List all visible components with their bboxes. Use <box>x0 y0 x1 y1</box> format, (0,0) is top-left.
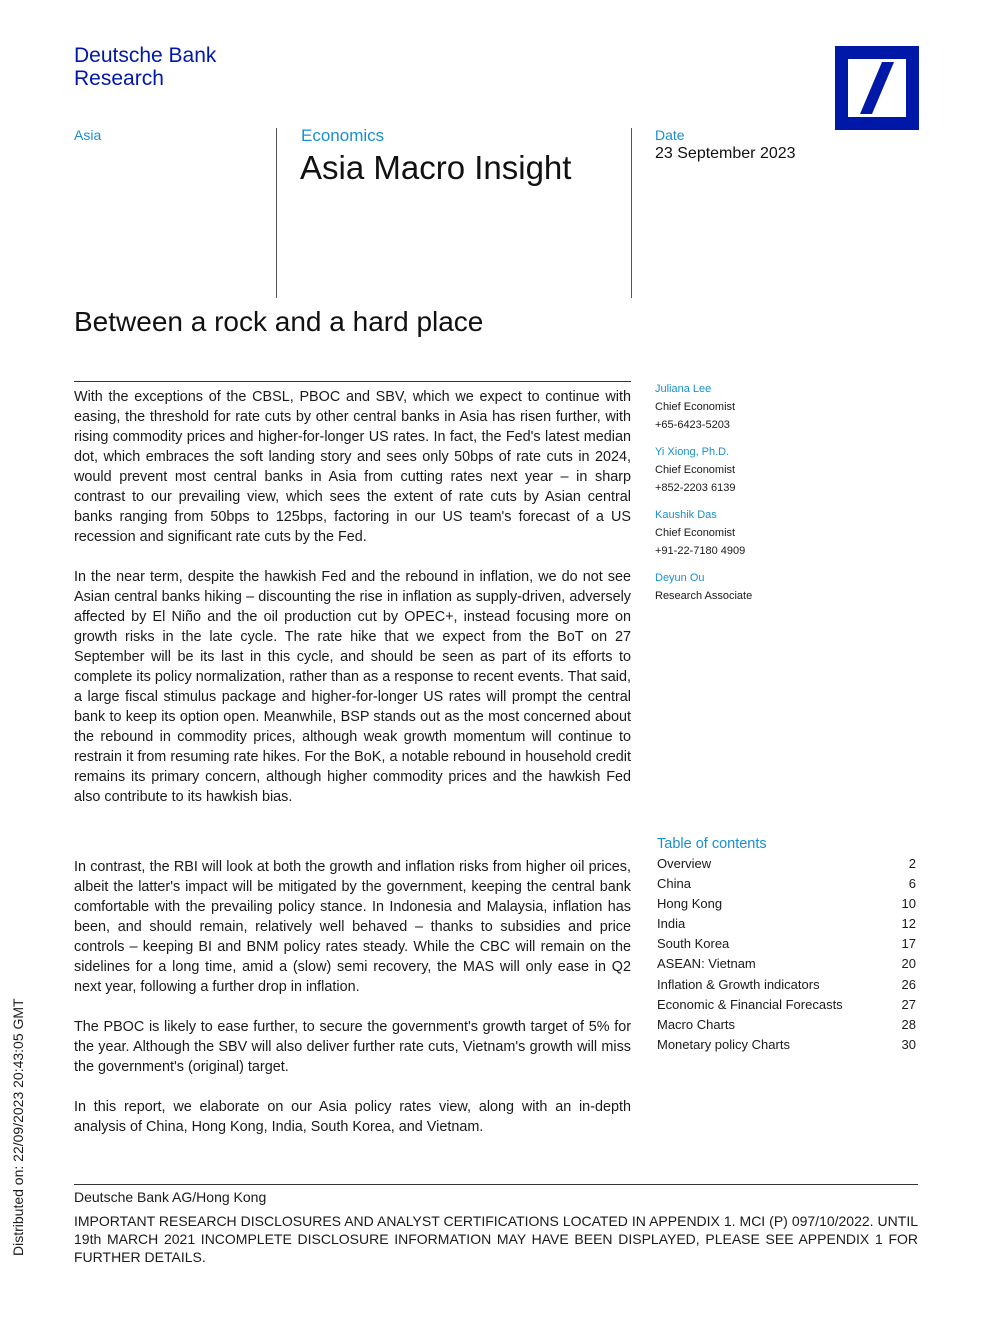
author-name[interactable]: Kaushik Das <box>655 509 717 521</box>
region-label: Asia <box>74 127 102 143</box>
body-paragraph: In contrast, the RBI will look at both the growth and inflation risks from higher oil prices, albeit the latter's impact will be mitigated by the government, keeping the central bank comfortable with the prevailing policy stance. In Indonesia and Malaysia, inflation has been, and should remain, relatively well behaved – thanks to subsidies and price controls – keeping BI and BNM policy rates steady. While the CBC will remain on the sidelines for a long time, amid a (slow) semi recovery, the MAS will only ease in Q2 next year, following a further drop in inflation. <box>74 859 631 995</box>
body-paragraph: With the exceptions of the CBSL, PBOC and SBV, which we expect to continue with easing, the threshold for rate cuts by other central banks in Asia has risen further, with rising commodity prices and higher-for-longer US rates. In fact, the Fed's latest median dot, which embraces the soft landing story and sees only 50bps of rate cuts in 2024, would prevent most central banks in Asia from cutting rates next year – in sharp contrast to our prevailing view, which sees the extent of rate cuts by Asian central banks ranging from 50bps to 125bps, factoring in our US team's forecast of a US recession and significant rate cuts by the Fed. <box>74 389 631 545</box>
toc-item[interactable] <box>657 934 916 954</box>
series-title: Asia Macro Insight <box>300 149 572 186</box>
body-top-rule <box>74 381 631 382</box>
author-title: Chief Economist <box>655 401 736 413</box>
toc-item[interactable] <box>657 894 916 914</box>
brand-line2: Research <box>74 67 164 90</box>
toc-item-page: 12 <box>901 916 916 932</box>
discipline-label: Economics <box>301 126 385 145</box>
toc-item-page: 26 <box>901 976 916 992</box>
toc-item-page: 27 <box>901 996 916 1012</box>
toc-item-label: ASEAN: Vietnam <box>657 956 756 972</box>
author-name[interactable]: Yi Xiong, Ph.D. <box>655 446 730 458</box>
toc-item[interactable] <box>657 995 916 1015</box>
toc-item[interactable] <box>657 874 916 894</box>
body-paragraph: In the near term, despite the hawkish Fed and the rebound in inflation, we do not see Asian central banks hiking – discounting the rise in inflation as supply-driven, adversely affected by El Niño and the oil production cut by OPEC+, instead focusing more on growth risks in the late cycle. The rate hike that we expect from the BoT on 27 September will be its last in this cycle, and should be seen as part of its efforts to complete its policy normalization, rather than as a response to recent events. That said, a large fiscal stimulus package and higher-for-longer US rates will prompt the central bank to keep its option open. Meanwhile, BSP stands out as the most concerned about the rebound in commodity prices, although weak growth momentum will continue to restrain it from resuming rate hikes. For the BoK, a notable rebound in household credit remains its primary concern, although higher commodity prices and the hawkish Fed also contribute to its hawkish bias. <box>74 569 631 805</box>
toc-item[interactable] <box>657 975 916 995</box>
body-paragraph: In this report, we elaborate on our Asia policy rates view, along with an in-depth analysis of China, Hong Kong, India, South Korea, and Vietnam. <box>74 1099 631 1135</box>
toc-item-label: Hong Kong <box>657 896 723 912</box>
toc-item-label: Overview <box>657 856 712 871</box>
toc-item-page: 17 <box>901 936 916 952</box>
author-title: Chief Economist <box>655 527 736 539</box>
toc-item-label: Macro Charts <box>657 1016 736 1032</box>
author-entry <box>655 569 915 605</box>
toc-item-label: India <box>657 916 686 932</box>
author-phone: +91-22-7180 4909 <box>655 545 746 557</box>
toc-title: Table of contents <box>657 836 767 852</box>
footer-entity: Deutsche Bank AG/Hong Kong <box>74 1189 267 1205</box>
header-divider-left <box>276 128 277 298</box>
author-entry <box>655 506 915 560</box>
toc-item-page: 10 <box>901 896 916 912</box>
toc-item[interactable] <box>657 954 916 974</box>
table-of-contents <box>657 836 916 1055</box>
brand-name <box>74 44 216 90</box>
author-phone: +852-2203 6139 <box>655 482 736 494</box>
author-title: Research Associate <box>655 590 753 602</box>
author-entry <box>655 380 915 434</box>
header-divider-right <box>631 128 632 298</box>
body-paragraph: The PBOC is likely to ease further, to secure the government's growth target of 5% for the year. Although the SBV will also deliver further rate cuts, Vietnam's growth will miss the government's (original) target. <box>74 1019 631 1075</box>
toc-item-label: Inflation & Growth indicators <box>657 976 820 992</box>
author-entry <box>655 443 915 497</box>
toc-item-label: China <box>657 876 691 892</box>
toc-item-page: 2 <box>908 856 916 871</box>
toc-item-label: Economic & Financial Forecasts <box>657 996 843 1012</box>
toc-item-page: 6 <box>908 876 916 892</box>
brand-line1: Deutsche Bank <box>74 44 217 67</box>
author-phone: +65-6423-5203 <box>655 419 730 431</box>
toc-item-page: 30 <box>901 1036 916 1052</box>
toc-item-page: 20 <box>901 956 916 972</box>
disclosure-text[interactable]: IMPORTANT RESEARCH DISCLOSURES AND ANALYST CERTIFICATIONS LOCATED IN APPENDIX 1. MCI (P) 097/10/2022. UNTIL 19th MARCH 2021 INCOMPLETE DISCLOSURE INFORMATION MAY HAVE BEEN DISPLAYED, PLEASE SEE APPENDIX 1 FOR FURTHER DETAILS. <box>74 1213 918 1265</box>
report-headline: Between a rock and a hard place <box>74 306 484 337</box>
date-label: Date <box>655 127 685 143</box>
toc-item-label: South Korea <box>657 936 730 952</box>
footer-rule <box>74 1184 918 1185</box>
toc-item[interactable] <box>657 1015 916 1035</box>
date-value: 23 September 2023 <box>655 145 796 162</box>
report-body <box>74 387 631 1137</box>
deutsche-bank-logo-icon <box>835 46 919 130</box>
author-name[interactable]: Juliana Lee <box>655 383 712 395</box>
author-name[interactable]: Deyun Ou <box>655 572 705 584</box>
author-title: Chief Economist <box>655 464 736 476</box>
toc-item[interactable] <box>657 1035 916 1055</box>
distribution-stamp: Distributed on: 22/09/2023 20:43:05 GMT <box>10 998 26 1256</box>
toc-item[interactable] <box>657 854 916 874</box>
author-list <box>655 380 915 614</box>
toc-item[interactable] <box>657 914 916 934</box>
toc-item-page: 28 <box>901 1016 916 1032</box>
toc-item-label: Monetary policy Charts <box>657 1036 790 1052</box>
